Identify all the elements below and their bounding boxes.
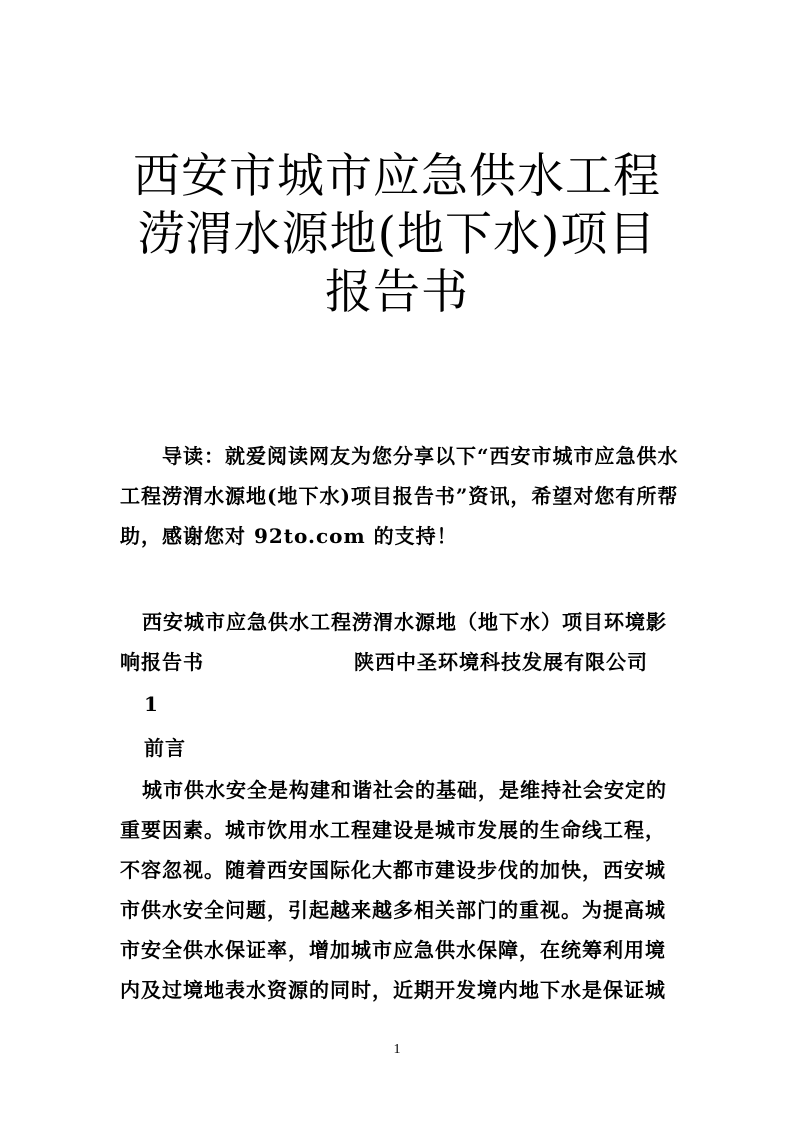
title-line-1: 西安市城市应急供水工程	[133, 149, 661, 204]
title-line-2: 涝渭水源地(地下水)项目	[137, 207, 657, 262]
page-number: 1	[393, 1042, 401, 1057]
document-title	[60, 148, 734, 322]
body-paragraph: 城市供水安全是构建和谐社会的基础，是维持社会安定的重要因素。城市饮用水工程建设是城市发展的生命线工程，不容忽视。随着西安国际化大都市建设步伐的加快，西安城市供水安全问题，引起越来越多相关部门的重视。为提高城市安全供水保证率，增加城市应急供水保障，在统筹利用境内及过境地表水资源的同时，近期开发境内地下水是保证城	[120, 778, 667, 1002]
preface-heading: 前言	[144, 736, 186, 760]
title-line-3: 报告书	[325, 265, 469, 320]
report-title: 西安城市应急供水工程涝渭水源地（地下水）项目环境影响报告书	[120, 610, 667, 674]
report-title-line	[120, 602, 680, 682]
intro-paragraph: 导读：就爱阅读网友为您分享以下“西安市城市应急供水工程涝渭水源地(地下水)项目报告书”资讯，希望对您有所帮助，感谢您对 92to.com 的支持！	[120, 444, 679, 548]
item-number: 1	[144, 692, 159, 716]
company-name: 陕西中圣环境科技发展有限公司	[354, 650, 648, 674]
